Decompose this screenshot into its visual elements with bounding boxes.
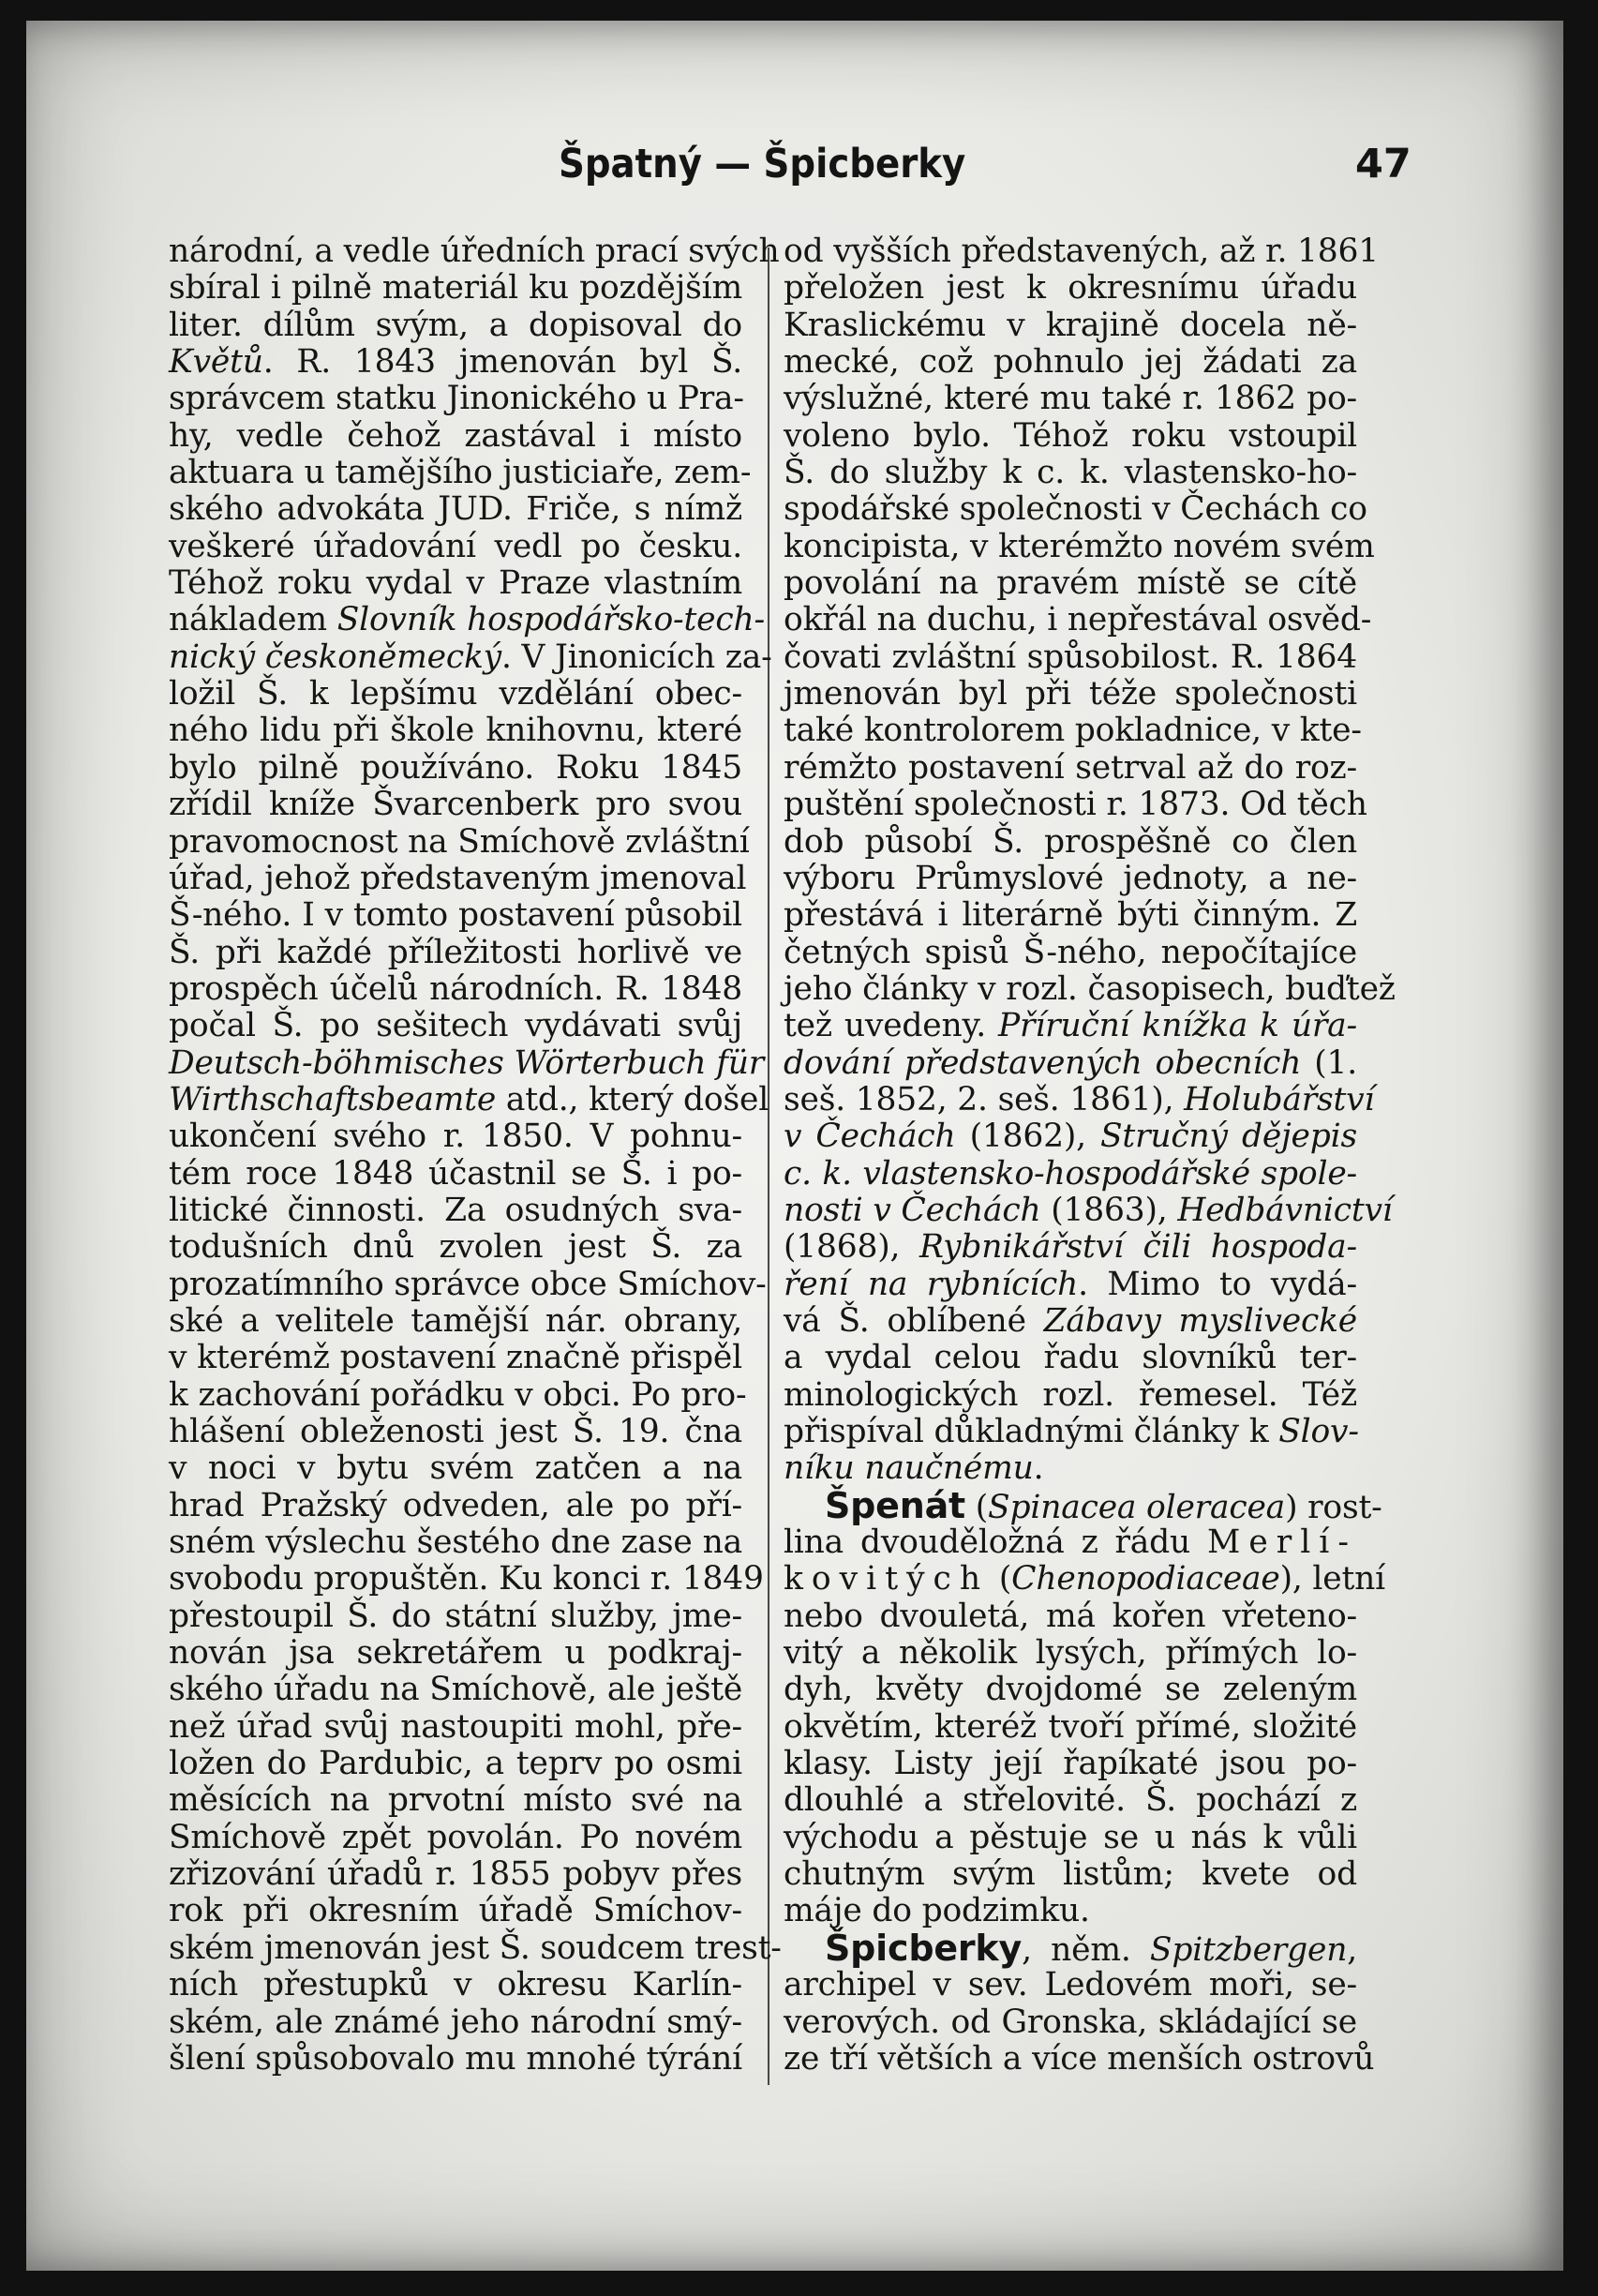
text-line — [784, 527, 1375, 565]
text-line — [169, 1265, 767, 1303]
text-segment: k zachování pořádku v obci. Po pro- — [169, 1375, 747, 1414]
text-segment: (1. — [1301, 1043, 1357, 1082]
text-line — [169, 676, 742, 713]
text-line — [169, 1080, 769, 1118]
text-line — [169, 1598, 742, 1635]
text-segment: klasy. Listy její řapíkaté jsou po- — [784, 1745, 1357, 1783]
text-segment: hrad Pražský odveden, ale po pří- — [169, 1486, 742, 1524]
text-segment: prospěch účelů národních. R. 1848 — [169, 969, 742, 1008]
text-line — [169, 1340, 742, 1376]
text-line — [169, 344, 742, 381]
text-segment: chutným svým listům; kvete od — [784, 1855, 1357, 1894]
text-segment: ( — [965, 1488, 989, 1526]
text-segment: minologických rozl. řemesel. Též — [784, 1375, 1357, 1414]
text-line — [169, 601, 765, 639]
text-segment: ních přestupků v okresu Karlín- — [169, 1966, 742, 2004]
text-line — [169, 1856, 742, 1893]
italic-text: dování představených obecních — [784, 1043, 1302, 1082]
text-line — [784, 1709, 1357, 1746]
text-line — [784, 1524, 1357, 1561]
text-line — [784, 750, 1357, 787]
text-segment: ( — [989, 1560, 1012, 1598]
text-segment: ného lidu při škole knihovnu, které — [169, 712, 742, 750]
text-segment: hlášení obleženosti jest Š. 19. čna — [169, 1413, 742, 1450]
text-segment: než úřad svůj nastoupiti mohl, pře- — [169, 1707, 742, 1746]
text-segment: litické činnosti. Za osudných sva- — [169, 1191, 742, 1229]
text-segment: Š. při každé příležitosti horlivě ve — [169, 933, 742, 971]
italic-text: c. k. vlastensko-hospodářské spole- — [784, 1154, 1357, 1193]
text-segment: ském jmenován jest Š. soudcem trest- — [169, 1928, 782, 1967]
text-line — [169, 897, 742, 934]
text-segment: ské a velitele tamější nár. obrany, — [169, 1301, 742, 1340]
text-segment: liter. dílům svým, a dopisoval do — [169, 306, 742, 344]
text-line — [784, 1560, 1386, 1598]
text-segment: aktuara u tamějšího justiciaře, zem- — [169, 454, 752, 492]
column-divider — [768, 248, 769, 2085]
text-line — [784, 1045, 1357, 1082]
text-line — [784, 270, 1357, 307]
text-line — [169, 1229, 742, 1266]
text-segment: ském, ale známé jeho národní smý- — [169, 2003, 742, 2041]
text-segment: (1862), — [955, 1118, 1100, 1156]
text-segment: koncipista, v kterémžto novém svém — [784, 527, 1375, 565]
book-page — [26, 21, 1563, 2271]
text-line — [169, 1967, 742, 2003]
text-line — [169, 1820, 742, 1856]
text-segment: tež uvedeny. — [784, 1007, 999, 1045]
italic-text: Rybnikářství čili hospoda- — [918, 1228, 1357, 1267]
text-segment: (1868), — [784, 1228, 919, 1267]
text-line — [784, 861, 1357, 897]
text-line — [784, 676, 1357, 713]
text-segment: výboru Průmyslové jednoty, a ne- — [784, 859, 1357, 897]
right-column — [784, 233, 1396, 2078]
text-segment: čovati zvláštní spůsobilost. R. 1864 — [784, 638, 1357, 676]
text-line — [784, 308, 1357, 344]
text-segment: . R. 1843 jmenován byl Š. — [262, 343, 742, 382]
italic-text: nosti v Čechách — [784, 1191, 1041, 1229]
italic-text: Chenopodiaceae — [1011, 1560, 1280, 1598]
text-line — [784, 381, 1357, 417]
text-segment: sbíral i pilně materiál ku pozdějším — [169, 269, 742, 308]
text-line — [784, 1191, 1393, 1229]
text-line — [784, 1267, 1357, 1303]
text-line — [784, 233, 1380, 270]
text-segment: atd., který došel — [496, 1080, 769, 1118]
text-segment: přispíval důkladnými články k — [784, 1413, 1279, 1450]
text-segment: . — [1033, 1449, 1044, 1488]
italic-text: Spitzbergen — [1149, 1930, 1348, 1969]
text-segment: Smíchově zpět povolán. Po novém — [169, 1818, 742, 1856]
text-segment: úřad, jehož představeným jmenoval — [169, 859, 747, 897]
text-line — [169, 787, 742, 823]
text-line — [784, 1229, 1357, 1266]
text-line — [169, 381, 742, 417]
text-segment: rok při okresním úřadě Smíchov- — [169, 1892, 742, 1930]
text-segment: Merlí- — [1207, 1523, 1357, 1562]
text-segment: ), letní — [1279, 1560, 1386, 1598]
text-segment: ze tří větších a více menších ostrovů — [784, 2039, 1375, 2078]
text-segment: archipel v sev. Ledovém moři, se- — [784, 1966, 1357, 2004]
text-line — [169, 1672, 742, 1708]
text-line — [169, 1560, 764, 1598]
text-segment: přestoupil Š. do státní služby, jme- — [169, 1597, 742, 1635]
text-segment: . V Jinonicích za- — [500, 638, 772, 676]
italic-text: Stručný dějepis — [1100, 1118, 1357, 1156]
text-segment: puštění společnosti r. 1873. Od těch — [784, 786, 1367, 824]
text-line — [169, 529, 742, 565]
italic-text: Příruční knížka k úřa- — [998, 1007, 1358, 1045]
text-line — [169, 1782, 742, 1819]
text-segment: jmenován byl při téže společnosti — [784, 675, 1357, 713]
entry-headword: Špenát — [825, 1484, 966, 1526]
italic-text: Květů — [169, 343, 263, 382]
text-line — [784, 1118, 1357, 1155]
text-segment: dlouhlé a střelovité. Š. pochází z — [784, 1781, 1357, 1820]
page-number: 47 — [1355, 141, 1411, 188]
text-line — [169, 233, 780, 270]
text-segment: bylo pilně používáno. Roku 1845 — [169, 748, 742, 787]
text-segment: a vydal celou řadu slovníků ter- — [784, 1339, 1357, 1377]
entry-headword: Špicberky — [825, 1927, 1023, 1969]
italic-text: Hedbávnictví — [1177, 1191, 1393, 1229]
text-line — [784, 1967, 1357, 2003]
text-line — [169, 1524, 742, 1561]
text-line — [169, 1193, 742, 1229]
text-segment: od vyšších představených, až r. 1861 — [784, 233, 1380, 270]
text-line — [784, 2039, 1375, 2078]
text-segment: nebo dvouletá, má kořen vřeteno- — [784, 1597, 1357, 1635]
text-line — [784, 1156, 1357, 1193]
text-segment: Š-ného. I v tomto postavení působil — [169, 896, 742, 935]
text-line — [784, 969, 1396, 1008]
text-segment: měsících na prvotní místo své na — [169, 1781, 742, 1820]
text-segment: , něm. — [1022, 1930, 1150, 1969]
text-line — [169, 1156, 742, 1193]
text-segment: prozatímního správce obce Smíchov- — [169, 1265, 767, 1303]
text-line — [784, 1484, 1382, 1526]
text-segment: ukončení svého r. 1850. V pohnu- — [169, 1118, 742, 1156]
text-segment: seš. 1852, 2. seš. 1861), — [784, 1080, 1185, 1118]
text-line — [169, 454, 752, 492]
text-segment: voleno bylo. Téhož roku vstoupil — [784, 416, 1357, 455]
text-line — [169, 638, 772, 676]
text-segment: spodářské společnosti v Čechách co — [784, 490, 1367, 529]
text-segment: . Mimo to vydá- — [1078, 1265, 1358, 1303]
italic-text: Deutsch-böhmisches Wörterbuch für — [169, 1043, 765, 1082]
text-segment: správcem statku Jinonického u Pra- — [169, 380, 744, 418]
italic-text: níku naučnému — [784, 1449, 1034, 1488]
text-line — [169, 2004, 742, 2041]
text-line — [169, 2041, 742, 2078]
text-line — [784, 490, 1367, 529]
text-line — [784, 897, 1357, 934]
italic-text: v Čechách — [784, 1118, 956, 1156]
text-line — [784, 1927, 1357, 1969]
text-segment: Š. do služby k c. k. vlastensko-ho- — [784, 454, 1357, 492]
text-segment: Kraslickému v krajině docela ně- — [784, 306, 1357, 344]
text-line — [169, 1118, 742, 1155]
text-line — [784, 2004, 1357, 2041]
italic-text: Slov- — [1278, 1413, 1359, 1450]
italic-text: ření na rybnících — [784, 1265, 1079, 1303]
text-line — [784, 1782, 1357, 1819]
text-line — [169, 750, 742, 787]
text-line — [784, 1856, 1357, 1893]
text-segment: ) rost- — [1285, 1488, 1382, 1526]
text-line — [784, 935, 1357, 971]
italic-text: Spinacea oleracea — [988, 1488, 1286, 1526]
text-line — [784, 1598, 1357, 1635]
text-line — [169, 822, 750, 861]
text-segment: východu a pěstuje se u nás k vůli — [784, 1818, 1357, 1856]
text-line — [784, 1008, 1357, 1044]
text-line — [784, 1672, 1357, 1708]
text-segment: mecké, což pohnulo jej žádati za — [784, 343, 1357, 382]
text-line — [169, 1893, 742, 1929]
text-line — [784, 1377, 1357, 1414]
left-column — [169, 233, 782, 2078]
text-line — [169, 935, 742, 971]
text-segment: v noci v bytu svém zatčen a na — [169, 1449, 742, 1488]
text-segment: četných spisů Š-ného, nepočítajíce — [784, 933, 1357, 971]
text-segment: přeložen jest k okresnímu úřadu — [784, 269, 1357, 308]
text-segment: svobodu propuštěn. Ku konci r. 1849 — [169, 1560, 764, 1598]
text-segment: todušních dnů zvolen jest Š. za — [169, 1228, 742, 1267]
text-segment: verových. od Gronska, skládající se — [784, 2003, 1357, 2041]
text-segment: ského úřadu na Smíchově, ale ještě — [169, 1671, 743, 1709]
text-segment: máje do podzimku. — [784, 1892, 1090, 1930]
text-segment: národní, a vedle úředních prací svých — [169, 233, 780, 270]
text-segment: zřizování úřadů r. 1855 pobyv přes — [169, 1855, 742, 1894]
text-line — [169, 713, 742, 749]
text-segment: kovitých — [784, 1560, 990, 1598]
text-segment: v kterémž postavení značně přispěl — [169, 1339, 742, 1377]
text-line — [784, 1340, 1357, 1376]
text-line — [784, 455, 1357, 491]
text-segment: šlení spůsobovalo mu mnohé týrání — [169, 2039, 742, 2078]
text-line — [784, 1303, 1357, 1340]
text-line — [784, 639, 1357, 676]
italic-text: Wirthschaftsbeamte — [169, 1080, 497, 1118]
text-line — [784, 1746, 1357, 1782]
text-segment: okřál na duchu, i nepřestával osvěd- — [784, 601, 1372, 639]
text-segment: povolání na pravém místě se cítě — [784, 564, 1357, 603]
running-title: Špatný — Špicberky — [559, 141, 966, 188]
text-line — [784, 1450, 1357, 1487]
text-line — [784, 418, 1357, 455]
italic-text: Holubářství — [1184, 1080, 1375, 1118]
text-line — [784, 601, 1372, 639]
text-segment: sném výslechu šestého dne zase na — [169, 1523, 742, 1562]
text-line — [169, 859, 747, 897]
italic-text: nický českoněmecký — [169, 638, 501, 676]
page-header — [26, 141, 1563, 197]
text-line — [784, 1893, 1357, 1929]
text-segment: dob působí Š. prospěšně co člen — [784, 822, 1357, 861]
text-line — [169, 971, 742, 1008]
text-segment: Téhož roku vydal v Praze vlastním — [169, 564, 742, 603]
italic-text: Slovník hospodářsko-tech- — [336, 601, 765, 639]
text-segment: dyh, květy dvojdomé se zeleným — [784, 1671, 1357, 1709]
text-line — [784, 786, 1367, 824]
text-line — [169, 308, 742, 344]
text-segment: , — [1347, 1930, 1357, 1969]
text-line — [169, 1709, 742, 1746]
text-segment: počal Š. po sešitech vydávati svůj — [169, 1007, 742, 1045]
text-line — [169, 1450, 742, 1487]
text-line — [169, 491, 742, 528]
text-segment: zřídil kníže Švarcenberk pro svou — [169, 786, 742, 824]
text-line — [169, 1043, 765, 1082]
text-line — [169, 1414, 742, 1450]
text-line — [169, 1746, 742, 1782]
text-line — [169, 1303, 742, 1340]
text-segment: pravomocnost na Smíchově zvláštní — [169, 822, 750, 861]
text-line — [169, 1008, 742, 1044]
text-segment: výslužné, které mu také r. 1862 po- — [784, 380, 1357, 418]
text-line — [169, 270, 742, 307]
text-segment: hy, vedle čehož zastával i místo — [169, 416, 742, 455]
text-line — [169, 1375, 747, 1414]
text-segment: jeho články v rozl. časopisech, buďtež — [784, 969, 1396, 1008]
text-segment: také kontrolorem pokladnice, v kte- — [784, 712, 1362, 750]
text-segment: lina dvouděložná z řádu — [784, 1523, 1208, 1562]
text-segment: tém roce 1848 účastnil se Š. i po- — [169, 1154, 742, 1193]
text-segment: nákladem — [169, 601, 337, 639]
text-segment: vá Š. oblíbené — [784, 1301, 1044, 1340]
text-line — [169, 1635, 742, 1672]
text-line — [169, 565, 742, 602]
italic-text: Zábavy myslivecké — [1043, 1301, 1357, 1340]
text-segment: rémžto postavení setrval až do roz- — [784, 748, 1357, 787]
text-line — [784, 1414, 1357, 1450]
text-line — [784, 712, 1362, 750]
text-line — [169, 1928, 782, 1967]
text-line — [169, 418, 742, 455]
text-segment: (1863), — [1040, 1191, 1178, 1229]
text-segment: ložen do Pardubic, a teprv po osmi — [169, 1745, 742, 1783]
text-segment: okvětím, kteréž tvoří přímé, složité — [784, 1707, 1357, 1746]
text-segment: přestává i literárně býti činným. Z — [784, 896, 1357, 935]
text-segment: ského advokáta JUD. Friče, s nímž — [169, 490, 742, 529]
text-segment: ložil Š. k lepšímu vzdělání obec- — [169, 675, 742, 713]
text-line — [784, 1635, 1357, 1672]
text-segment: vitý a několik lysých, přímých lo- — [784, 1634, 1357, 1673]
text-line — [784, 565, 1357, 602]
text-line — [784, 824, 1357, 861]
text-line — [784, 344, 1357, 381]
text-segment: veškeré úřadování vedl po česku. — [169, 527, 742, 565]
text-line — [169, 1488, 742, 1524]
text-line — [784, 1820, 1357, 1856]
text-segment: nován jsa sekretářem u podkraj- — [169, 1634, 742, 1673]
text-line — [784, 1080, 1375, 1118]
